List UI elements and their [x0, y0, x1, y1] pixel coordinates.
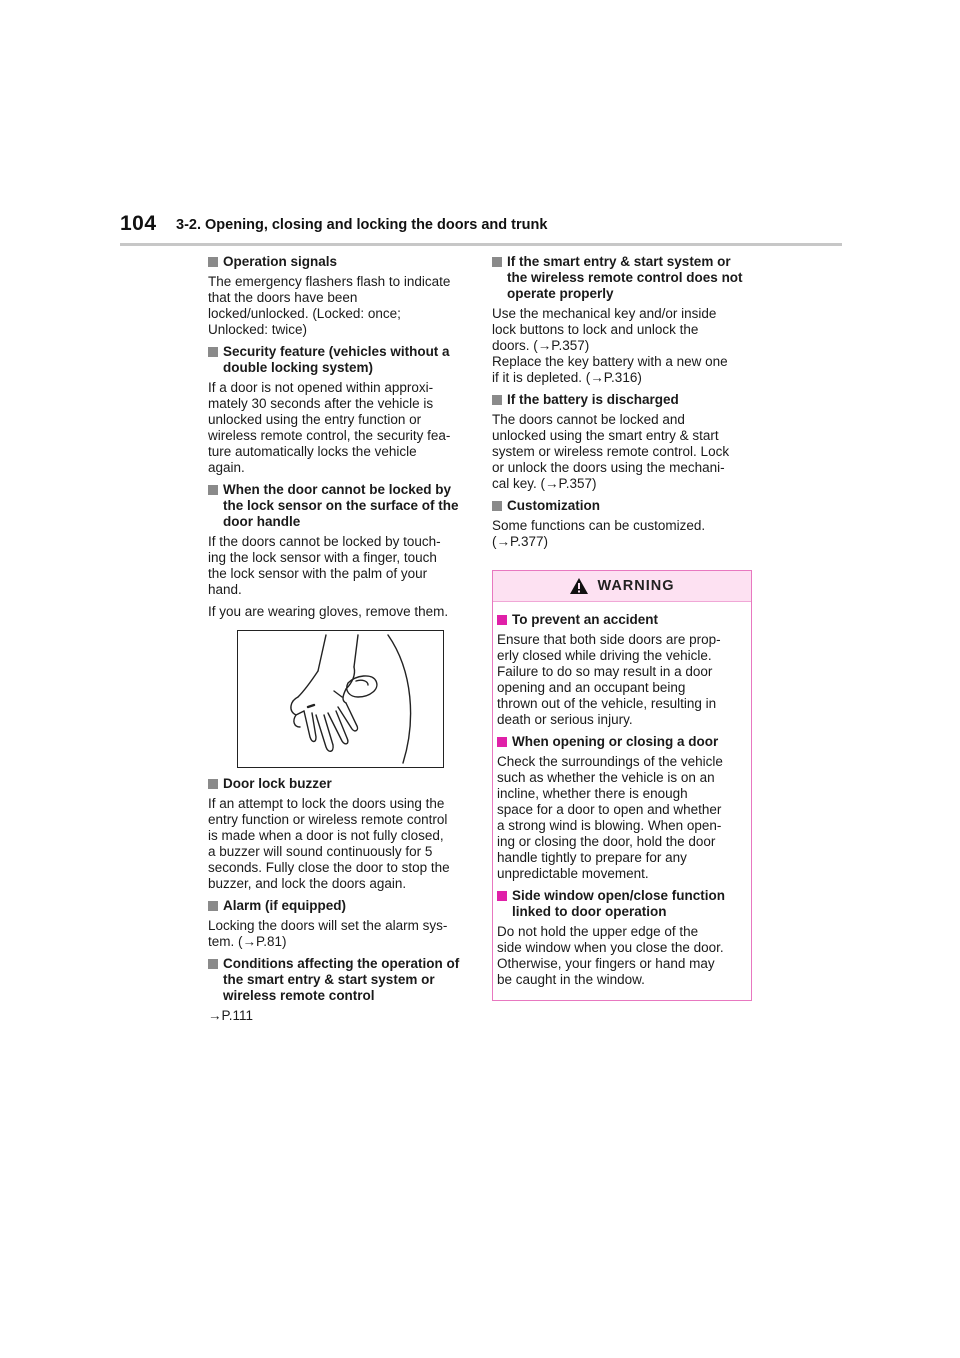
section-operation-signals — [208, 254, 470, 338]
square-bullet-icon — [208, 959, 218, 969]
section-security-feature — [208, 344, 470, 476]
hand-on-door-handle-illustration — [237, 630, 444, 768]
section-lock-sensor — [208, 482, 470, 768]
right-column — [492, 254, 754, 1001]
section-customization — [492, 498, 754, 550]
section-heading: If the smart entry & start system or the wireless remote control does not operate properly — [507, 254, 743, 301]
section-heading: Alarm (if equipped) — [223, 898, 347, 913]
section-body: The emergency flashers flash to indicate that the doors have been locked/unlocked. (Locked: once; Unlocked: twice) — [208, 274, 451, 337]
square-bullet-icon — [497, 615, 507, 625]
left-column — [208, 254, 470, 1030]
warning-heading: When opening or closing a door — [512, 734, 719, 749]
warning-triangle-icon — [569, 577, 589, 595]
square-bullet-icon — [492, 257, 502, 267]
square-bullet-icon — [208, 901, 218, 911]
warning-box — [492, 570, 752, 1001]
section-heading: Door lock buzzer — [223, 776, 332, 791]
square-bullet-icon — [208, 257, 218, 267]
square-bullet-icon — [497, 891, 507, 901]
section-heading: If the battery is discharged — [507, 392, 679, 407]
section-heading: Customization — [507, 498, 600, 513]
page-reference-link[interactable]: →P.111 — [208, 1008, 254, 1023]
header-rule — [120, 243, 842, 246]
warning-title: WARNING — [597, 578, 675, 594]
section-body[interactable]: Locking the doors will set the alarm sys- tem. (→P.81) — [208, 918, 448, 949]
section-heading: Conditions affecting the operation of the smart entry & start system or wireless remote control — [223, 956, 460, 1003]
warning-item-prevent-accident — [497, 612, 747, 728]
section-battery-discharged — [492, 392, 754, 492]
section-conditions — [208, 956, 470, 1024]
warning-item-side-window — [497, 888, 747, 988]
section-body-gloves: If you are wearing gloves, remove them. — [208, 604, 449, 619]
square-bullet-icon — [492, 501, 502, 511]
warning-text: Ensure that both side doors are prop- erly closed while driving the vehicle. Failure to do so may result in a door opening and an occupant being thrown out of the vehicle, resulting in death or serious injury. — [497, 632, 721, 727]
warning-text: Do not hold the upper edge of the side window when you close the door. Otherwise, your fingers or hand may be caught in the window. — [497, 924, 724, 987]
square-bullet-icon — [208, 485, 218, 495]
warning-text: Check the surroundings of the vehicle such as whether the vehicle is on an incline, whether there is enough space for a door to open and whether a strong wind is blowing. When open- ing or closing the door, hold the door handle tightly to prepare for any unpredictable movement. — [497, 754, 723, 881]
section-body: If a door is not opened within approxi- mately 30 seconds after the vehicle is unlocked using the entry function or wireless remote control, the security fea- ture automatically locks the vehicle again. — [208, 380, 451, 475]
square-bullet-icon — [497, 737, 507, 747]
square-bullet-icon — [492, 395, 502, 405]
section-body[interactable]: The doors cannot be locked and unlocked using the smart entry & start system or wireless remote control. Lock or unlock the doors using the mechani- cal key. (→P.357) — [492, 412, 730, 491]
warning-header — [493, 571, 751, 602]
warning-body — [493, 602, 751, 1000]
section-heading: Operation signals — [223, 254, 338, 269]
page-number: 104 — [120, 212, 157, 235]
square-bullet-icon — [208, 779, 218, 789]
hand-illustration-svg — [238, 631, 443, 767]
square-bullet-icon — [208, 347, 218, 357]
section-heading: Security feature (vehicles without a double locking system) — [223, 344, 450, 375]
section-not-operate-properly — [492, 254, 754, 386]
section-door-lock-buzzer — [208, 776, 470, 892]
warning-heading: To prevent an accident — [512, 612, 659, 627]
section-body: If the doors cannot be locked by touch- ing the lock sensor with a finger, touch the lock sensor with the palm of your hand. — [208, 534, 441, 597]
section-title: 3-2. Opening, closing and locking the doors and trunk — [176, 217, 548, 233]
warning-heading: Side window open/close function linked to door operation — [512, 888, 726, 919]
section-body[interactable]: Some functions can be customized. (→P.377) — [492, 518, 706, 549]
section-heading: When the door cannot be locked by the lock sensor on the surface of the door handle — [223, 482, 459, 529]
warning-item-opening-closing — [497, 734, 747, 882]
section-body[interactable]: Use the mechanical key and/or inside lock buttons to lock and unlock the doors. (→P.357) Replace the key battery with a new one if it is depleted. (→P.316) — [492, 306, 728, 385]
section-body: If an attempt to lock the doors using the entry function or wireless remote control is made when a door is not fully closed, a buzzer will sound continuously for 5 seconds. Fully close the door to stop the buzzer, and lock the doors again. — [208, 796, 450, 891]
section-alarm — [208, 898, 470, 950]
